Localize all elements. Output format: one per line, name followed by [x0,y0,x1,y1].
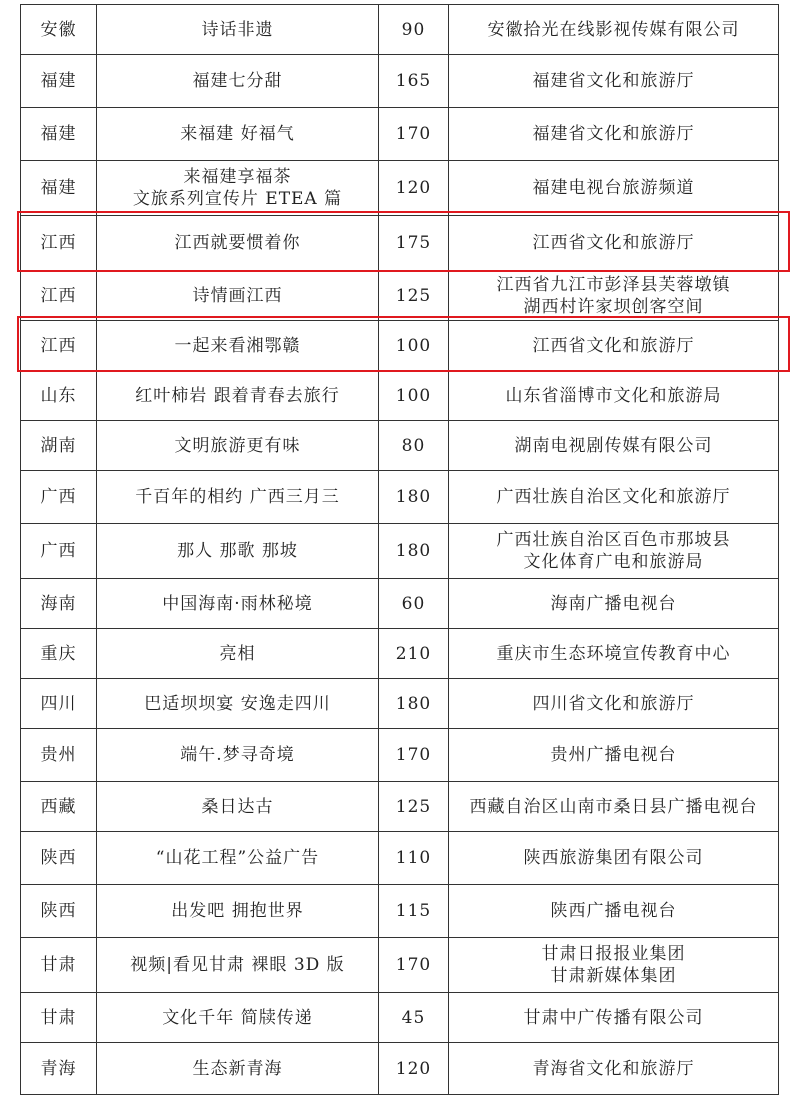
org-cell-line: 广西壮族自治区百色市那坡县 [496,530,731,550]
duration-cell: 180 [379,679,449,729]
org-cell-line: 四川省文化和旅游厅 [532,693,695,714]
org-cell-line: 青海省文化和旅游厅 [532,1058,695,1079]
title-cell [97,1043,379,1095]
title-cell-line: 诗情画江西 [192,285,283,306]
duration-cell: 180 [379,471,449,524]
title-cell [97,108,379,161]
org-cell-line: 福建电视台旅游频道 [532,178,695,198]
org-cell [449,885,779,938]
title-cell-line: 中国海南·雨林秘境 [162,593,313,614]
title-cell [97,679,379,729]
title-cell-line: 诗话非遗 [201,19,274,40]
table-row [21,371,779,421]
duration-cell: 125 [379,271,449,321]
duration-cell: 100 [379,371,449,421]
title-cell-line: 千百年的相约 广西三月三 [135,487,340,507]
title-cell [97,729,379,782]
title-cell [97,161,379,216]
province-cell: 贵州 [21,729,97,782]
title-cell-line: 红叶柿岩 跟着青春去旅行 [135,385,340,406]
org-cell-line: 山东省淄博市文化和旅游局 [505,385,722,406]
table-row [21,108,779,161]
title-cell [97,421,379,471]
title-cell-line: “山花工程”公益广告 [155,848,320,868]
title-cell-line: 江西就要惯着你 [174,233,301,253]
title-cell [97,371,379,421]
duration-cell: 120 [379,161,449,216]
org-cell [449,782,779,832]
table-row [21,729,779,782]
duration-cell: 170 [379,729,449,782]
duration-cell: 115 [379,885,449,938]
title-cell-line: 文化千年 简牍传递 [162,1007,313,1028]
org-cell [449,679,779,729]
duration-cell: 60 [379,579,449,629]
org-cell-line: 文化体育广电和旅游局 [523,552,704,572]
province-cell: 福建 [21,108,97,161]
table-row [21,679,779,729]
table-row [21,885,779,938]
title-cell [97,271,379,321]
title-cell-line: 桑日达古 [201,796,274,817]
table-row [21,421,779,471]
org-cell [449,524,779,579]
title-cell [97,5,379,55]
org-cell [449,832,779,885]
org-cell-line: 陕西广播电视台 [550,901,677,921]
table-row [21,55,779,108]
title-cell-line: 巴适坝坝宴 安逸走四川 [144,693,331,714]
table-row [21,782,779,832]
table-row [21,579,779,629]
org-cell [449,729,779,782]
duration-cell: 125 [379,782,449,832]
org-cell-line: 江西省九江市彭泽县芙蓉墩镇 [496,274,731,295]
duration-cell: 90 [379,5,449,55]
org-cell [449,1043,779,1095]
org-cell [449,938,779,993]
org-cell-line: 江西省文化和旅游厅 [532,233,695,253]
title-cell-line: 生态新青海 [192,1058,283,1079]
org-cell-line: 福建省文化和旅游厅 [532,71,695,91]
duration-cell: 180 [379,524,449,579]
org-cell-line: 西藏自治区山南市桑日县广播电视台 [469,796,758,817]
title-cell [97,832,379,885]
org-cell [449,55,779,108]
title-cell-line: 出发吧 拥抱世界 [171,901,304,921]
province-cell: 甘肃 [21,938,97,993]
org-cell [449,579,779,629]
duration-cell: 45 [379,993,449,1043]
org-cell [449,993,779,1043]
org-cell-line: 海南广播电视台 [550,593,677,614]
province-cell: 广西 [21,524,97,579]
province-cell: 山东 [21,371,97,421]
province-cell: 江西 [21,321,97,371]
title-cell [97,938,379,993]
table-row [21,938,779,993]
province-cell: 青海 [21,1043,97,1095]
org-cell-line: 湖西村许家坝创客空间 [523,296,704,317]
province-cell: 广西 [21,471,97,524]
table-row [21,524,779,579]
province-cell: 湖南 [21,421,97,471]
province-cell: 甘肃 [21,993,97,1043]
title-cell [97,629,379,679]
title-cell-line: 那人 那歌 那坡 [177,541,298,561]
duration-cell: 100 [379,321,449,371]
province-cell: 陕西 [21,885,97,938]
title-cell [97,524,379,579]
video-list-table [20,4,779,1095]
title-cell-line: 视频|看见甘肃 裸眼 3D 版 [130,955,345,975]
province-cell: 西藏 [21,782,97,832]
org-cell-line: 陕西旅游集团有限公司 [523,848,704,868]
org-cell-line: 甘肃中广传播有限公司 [523,1007,704,1028]
title-cell-line: 亮相 [219,643,256,664]
org-cell [449,271,779,321]
table-row [21,1043,779,1095]
province-cell: 福建 [21,161,97,216]
org-cell-line: 广西壮族自治区文化和旅游厅 [496,487,731,507]
duration-cell: 165 [379,55,449,108]
duration-cell: 80 [379,421,449,471]
org-cell-line: 湖南电视剧传媒有限公司 [514,435,713,456]
title-cell-line: 文明旅游更有味 [174,435,301,456]
duration-cell: 120 [379,1043,449,1095]
table-row [21,161,779,216]
title-cell-line: 一起来看湘鄂赣 [174,335,301,356]
province-cell: 江西 [21,216,97,271]
highlight-box [17,211,790,272]
province-cell: 福建 [21,55,97,108]
province-cell: 四川 [21,679,97,729]
table-row [21,5,779,55]
highlight-box [17,316,790,372]
province-cell: 安徽 [21,5,97,55]
duration-cell: 175 [379,216,449,271]
table-row [21,993,779,1043]
title-cell [97,579,379,629]
table-row [21,629,779,679]
province-cell: 江西 [21,271,97,321]
org-cell [449,108,779,161]
org-cell [449,5,779,55]
org-cell-line: 甘肃新媒体集团 [550,966,677,986]
title-cell-line: 来福建享福茶 [183,167,292,187]
duration-cell: 210 [379,629,449,679]
org-cell-line: 福建省文化和旅游厅 [532,124,695,144]
title-cell-line: 福建七分甜 [192,71,283,91]
title-cell [97,55,379,108]
duration-cell: 170 [379,938,449,993]
title-cell [97,885,379,938]
table-row [21,271,779,321]
province-cell: 陕西 [21,832,97,885]
title-cell-line: 来福建 好福气 [180,124,295,144]
province-cell: 重庆 [21,629,97,679]
table-row [21,471,779,524]
org-cell-line: 江西省文化和旅游厅 [532,335,695,356]
org-cell [449,421,779,471]
org-cell [449,629,779,679]
title-cell-line: 文旅系列宣传片 ETEA 篇 [132,189,343,209]
org-cell-line: 贵州广播电视台 [550,745,677,765]
org-cell-line: 安徽拾光在线影视传媒有限公司 [487,19,740,40]
title-cell [97,782,379,832]
duration-cell: 110 [379,832,449,885]
province-cell: 海南 [21,579,97,629]
title-cell [97,993,379,1043]
org-cell [449,471,779,524]
table-row [21,832,779,885]
duration-cell: 170 [379,108,449,161]
org-cell-line: 甘肃日报报业集团 [541,944,686,964]
org-cell [449,161,779,216]
org-cell [449,371,779,421]
org-cell-line: 重庆市生态环境宣传教育中心 [496,643,731,664]
title-cell [97,471,379,524]
title-cell-line: 端午.梦寻奇境 [180,745,295,765]
